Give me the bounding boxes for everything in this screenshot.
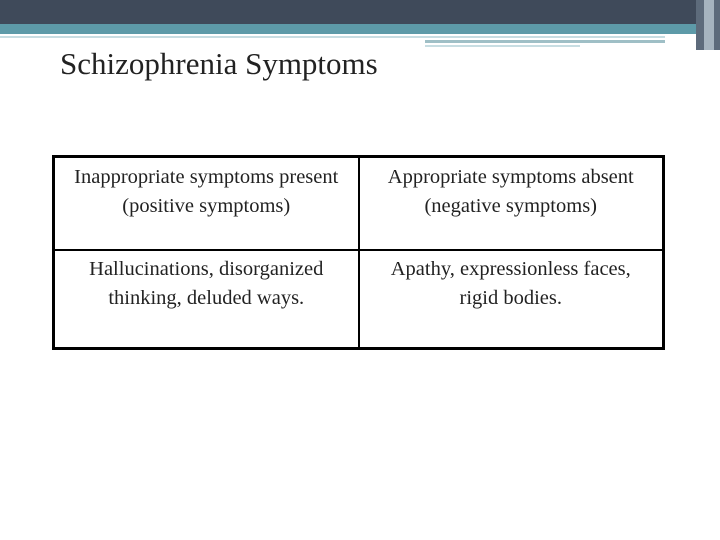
table-row	[54, 250, 664, 349]
positive-symptoms-header: Inappropriate symptoms present (positive symptoms)	[54, 157, 359, 251]
symptoms-table	[52, 155, 665, 350]
table-header-row	[54, 157, 664, 251]
teal-decorative-band	[0, 24, 720, 34]
positive-symptoms-cell: Hallucinations, disorganized thinking, deluded ways.	[54, 250, 359, 349]
decorative-line	[425, 40, 665, 43]
negative-symptoms-header: Appropriate symptoms absent (negative symptoms)	[359, 157, 664, 251]
negative-symptoms-cell: Apathy, expressionless faces, rigid bodies.	[359, 250, 664, 349]
top-decorative-band	[0, 0, 720, 24]
decorative-line	[425, 45, 580, 47]
slide-title: Schizophrenia Symptoms	[60, 46, 378, 81]
decorative-line	[0, 36, 665, 38]
decorative-corner-accent	[704, 0, 714, 50]
